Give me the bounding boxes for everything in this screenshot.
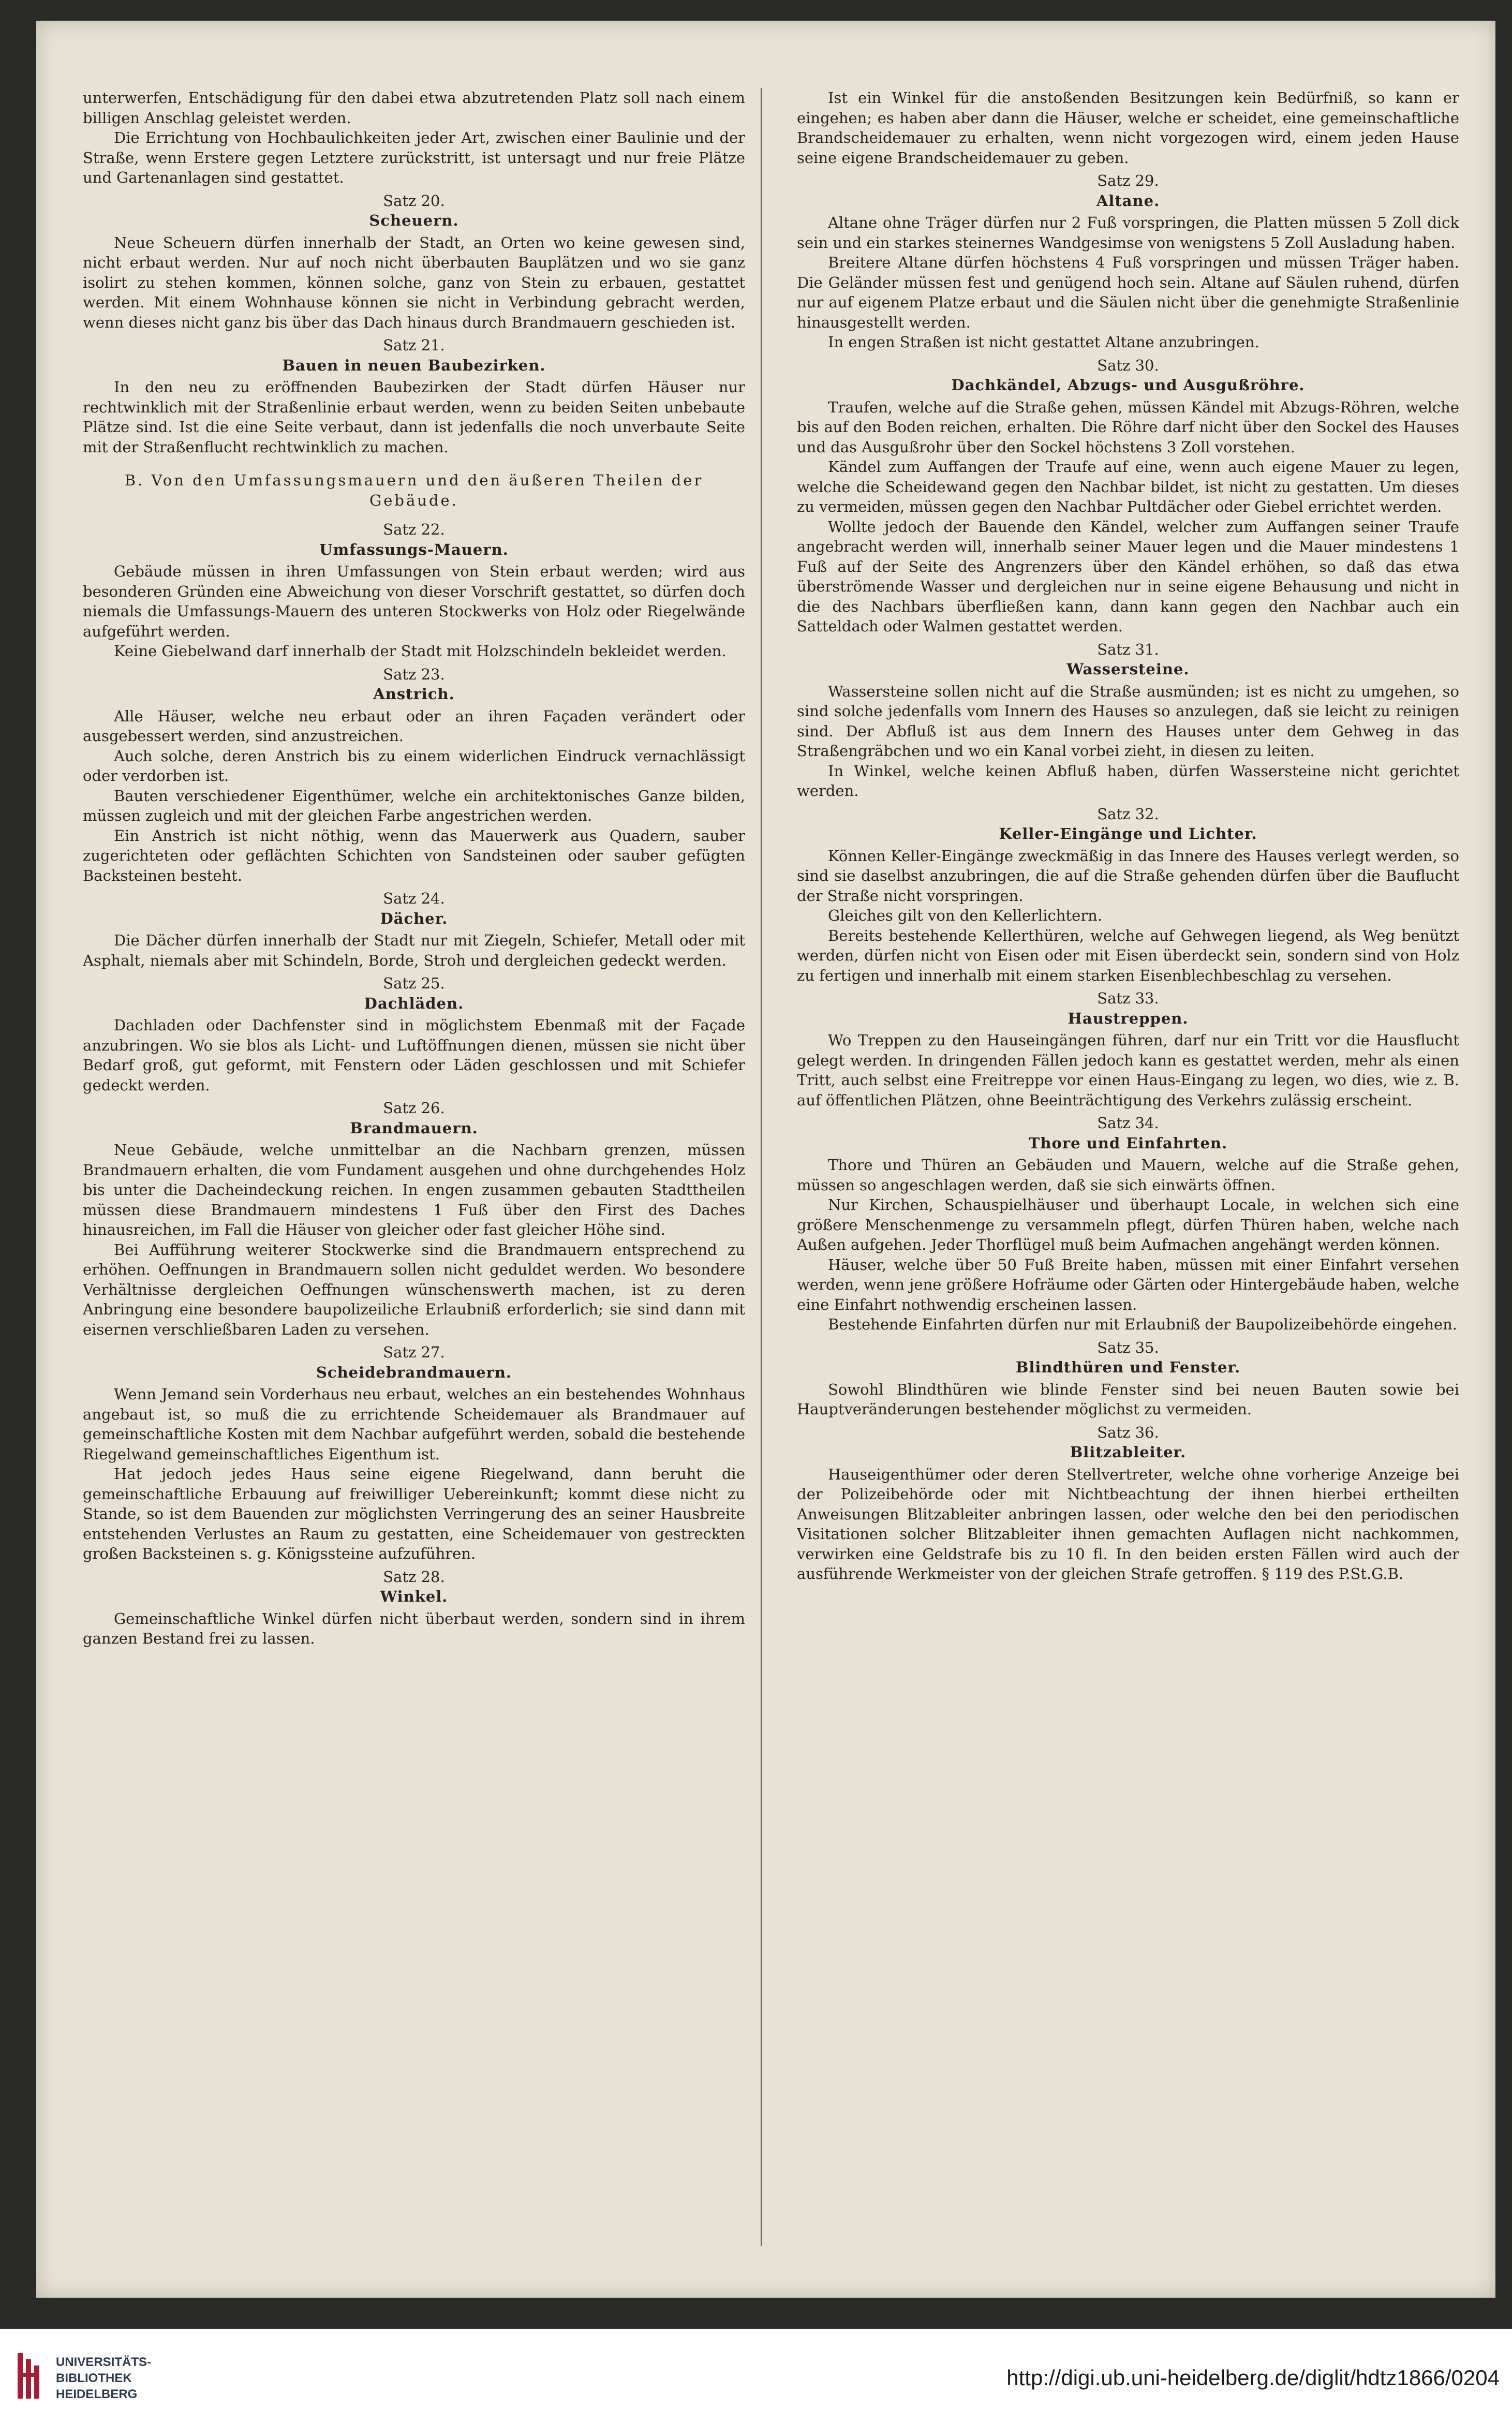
section-number: Satz 34.: [1097, 1114, 1159, 1132]
section-title: Anstrich.: [373, 685, 455, 703]
paragraph: Gemeinschaftliche Winkel dürfen nicht überbaut werden, sondern sind in ihrem ganzen Bestand frei zu lassen.: [83, 1609, 745, 1647]
right-column: [797, 88, 1459, 2246]
paragraph: In engen Straßen ist nicht gestattet Altane anzubringen.: [828, 333, 1259, 351]
paragraph: Breitere Altane dürfen höchstens 4 Fuß vorspringen und müssen Träger haben. Die Geländer müssen fest und genügend hoch sein. Altane auf Säulen ruhend, dürfen nur auf eigenem Platze erbaut und die Säulen nicht über die genehmigte Straßenlinie hinausgestellt werden.: [797, 254, 1459, 331]
section-number: Satz 23.: [383, 665, 445, 683]
paragraph: Wo Treppen zu den Hauseingängen führen, darf nur ein Tritt vor die Hausflucht gelegt werden. In dringenden Fällen jedoch kann es gestattet werden, mehr als einen Tritt, auch selbst eine Freitreppe vor einen Haus-Eingang zu legen, wo dies, wie z. B. auf öffentlichen Plätzen, ohne Beeinträchtigung des Verkehrs zulässig erscheint.: [797, 1031, 1459, 1109]
paragraph: Können Keller-Eingänge zweckmäßig in das Innere des Hauses verlegt werden, so sind sie daselbst anzubringen, die auf die Straße gehenden dürfen über die Bauflucht der Straße nicht vorspringen.: [797, 847, 1459, 905]
paragraph: Auch solche, deren Anstrich bis zu einem widerlichen Eindruck vernachlässigt oder verdorben ist.: [83, 747, 745, 785]
paragraph: Nur Kirchen, Schauspielhäuser und überhaupt Locale, in welchen sich eine größere Menschenmenge zu versammeln pflegt, dürfen Thüren haben, welche nach Außen aufgehen. Jeder Thorflügel muß beim Aufmachen angehängt werden können.: [797, 1196, 1459, 1253]
section-number: Satz 32.: [1097, 805, 1159, 823]
paragraph: Wassersteine sollen nicht auf die Straße ausmünden; ist es nicht zu umgehen, so sind solche jedenfalls vom Innern des Hauses so anzulegen, daß sie leicht zu reinigen sind. Der Abfluß ist aus dem Innern des Hauses unter dem Gehweg in das Straßengräbchen und wo ein Kanal vorbei zieht, in diesen zu leiten.: [797, 682, 1459, 760]
newspaper-page: [36, 21, 1495, 2298]
paragraph: Bei Aufführung weiterer Stockwerke sind die Brandmauern entsprechend zu erhöhen. Oeffnungen in Brandmauern sollen nicht geduldet werden. Wo besondere Verhältnisse dergleichen Oeffnungen wünschenswerth machen, ist zu deren Anbringung eine besondere baupolizeiliche Erlaubniß erforderlich; sie sind dann mit eisernen verschließbaren Laden zu versehen.: [83, 1240, 745, 1338]
library-logo-icon: [16, 2350, 47, 2402]
left-column: [83, 88, 745, 2246]
section-number: Satz 35.: [1097, 1338, 1159, 1356]
paragraph: Neue Gebäude, welche unmittelbar an die Nachbarn grenzen, müssen Brandmauern erhalten, die vom Fundament ausgehen und ohne durchgehendes Holz bis unter die Dacheindeckung reichen. In engen zusammen gebauten Stadttheilen müssen diese Brandmauern mindestens 1 Fuß über den First des Daches hinausreichen, im Fall die Häuser von gleicher oder fast gleicher Höhe sind.: [83, 1141, 745, 1238]
section-number: Satz 31.: [1097, 640, 1159, 658]
paragraph: Wenn Jemand sein Vorderhaus neu erbaut, welches an ein bestehendes Wohnhaus angebaut ist, so muß die zu errichtende Scheidemauer als Brandmauer auf gemeinschaftliche Kosten mit dem Nachbar aufgeführt werden, sobald die bestehende Riegelwand gemeinschaftliches Eigenthum ist.: [83, 1385, 745, 1463]
column-divider: [761, 88, 762, 2246]
section-number: Satz 24.: [383, 890, 445, 907]
paragraph: Bereits bestehende Kellerthüren, welche auf Gehwegen liegend, als Weg benützt werden, dürfen nicht von Eisen oder mit Eisen überdeckt sein, sondern sind von Holz zu fertigen und innerhalb mit einem starken Eisenblechbeschlag zu versehen.: [797, 926, 1459, 984]
paragraph: Traufen, welche auf die Straße gehen, müssen Kändel mit Abzugs-Röhren, welche bis auf den Boden reichen, erhalten. Die Röhre darf nicht über den Sockel des Hauses und das Ausgußrohr über den Sockel höchstens 3 Zoll vorstehen.: [797, 398, 1459, 456]
section-title: Dächer.: [380, 909, 448, 927]
section-number: Satz 26.: [383, 1099, 445, 1117]
section-number: Satz 27.: [383, 1343, 445, 1361]
paragraph: Gleiches gilt von den Kellerlichtern.: [828, 907, 1103, 924]
paragraph: Hat jedoch jedes Haus seine eigene Riegelwand, dann beruht die gemeinschaftliche Erbauung auf freiwilliger Uebereinkunft; kommt diese nicht zu Stande, so ist dem Bauenden zur möglichsten Verringerung des an seiner Hausbreite entstehenden Verlustes an Raum zu gestatten, eine Scheidemauer von gestreckten großen Backsteinen s. g. Königssteine aufzuführen.: [83, 1465, 745, 1562]
library-name: UNIVERSITÄTS- BIBLIOTHEK HEIDELBERG: [56, 2355, 152, 2401]
section-number: Satz 21.: [383, 336, 445, 354]
paragraph: Ein Anstrich ist nicht nöthig, wenn das Mauerwerk aus Quadern, sauber zugerichteten oder geflächten Schichten von Sandsteinen oder sauber gefügten Backsteinen besteht.: [83, 826, 745, 884]
permalink-url[interactable]: http://digi.ub.uni-heidelberg.de/diglit/hdtz1866/0204: [1006, 2365, 1500, 2390]
paragraph: Keine Giebelwand darf innerhalb der Stadt mit Holzschindeln bekleidet werden.: [114, 642, 727, 660]
section-title: Dachläden.: [364, 994, 464, 1012]
paragraph: Sowohl Blindthüren wie blinde Fenster sind bei neuen Bauten sowie bei Hauptveränderungen bestehender möglichst zu vermeiden.: [797, 1380, 1459, 1418]
section-title: Keller-Eingänge und Lichter.: [999, 825, 1257, 842]
section-number: Satz 20.: [383, 191, 445, 210]
section-title: Blitzableiter.: [1070, 1443, 1187, 1461]
paragraph: unterwerfen, Entschädigung für den dabei etwa abzutretenden Platz soll nach einem billigen Anschlag geleistet werden.: [83, 89, 745, 127]
section-title: Thore und Einfahrten.: [1028, 1134, 1228, 1152]
paragraph: Altane ohne Träger dürfen nur 2 Fuß vorspringen, die Platten müssen 5 Zoll dick sein und ein starkes steinernes Wandgesimse von wenigstens 5 Zoll Ausladung haben.: [797, 214, 1459, 252]
section-title: Haustreppen.: [1068, 1009, 1189, 1027]
paragraph: Die Errichtung von Hochbaulichkeiten jeder Art, zwischen einer Baulinie und der Straße, wenn Erstere gegen Letztere zurückstritt, ist untersagt und nur freie Plätze und Gartenanlagen sind gestattet.: [83, 129, 745, 186]
paragraph: Dachladen oder Dachfenster sind in möglichstem Ebenmaß mit der Façade anzubringen. Wo sie blos als Licht- und Luftöffnungen dienen, müssen sie nicht über Bedarf groß, gut geformt, mit Fenstern oder Läden geschlossen und mit Schiefer gedeckt werden.: [83, 1016, 745, 1094]
paragraph: Kändel zum Auffangen der Traufe auf eine, wenn auch eigene Mauer zu legen, welche die Scheidewand gegen den Nachbar bildet, ist nicht zu gestatten. Um dieses zu vermeiden, müssen gegen den Nachbar Pultdächer oder Giebel errichtet werden.: [797, 458, 1459, 515]
paragraph: Alle Häuser, welche neu erbaut oder an ihren Façaden verändert oder ausgebessert werden, sind anzustreichen.: [83, 707, 745, 745]
paragraph: Thore und Thüren an Gebäuden und Mauern, welche auf die Straße gehen, müssen so angeschlagen werden, daß sie sich einwärts öffnen.: [797, 1156, 1459, 1194]
section-title: Dachkändel, Abzugs- und Ausgußröhre.: [951, 376, 1305, 394]
section-number: Satz 28.: [383, 1568, 445, 1586]
paragraph: Bestehende Einfahrten dürfen nur mit Erlaubniß der Baupolizeibehörde eingehen.: [828, 1315, 1458, 1333]
section-number: Satz 33.: [1097, 989, 1159, 1007]
paragraph: Hauseigenthümer oder deren Stellvertreter, welche ohne vorherige Anzeige bei der Polizeibehörde oder mit Nichtbeachtung der ihnen hierbei ertheilten Anweisungen Blitzableiter anbringen lassen, oder welche den bei den periodischen Visitationen solcher Blitzableiter ihnen gemachten Auflagen nicht nachkommen, verwirken eine Geldstrafe bis zu 10 fl. In den beiden ersten Fällen wird auch der ausführende Werkmeister von der gleichen Strafe getroffen. § 119 des P.St.G.B.: [797, 1465, 1459, 1583]
section-title: Brandmauern.: [350, 1119, 478, 1137]
paragraph: Bauten verschiedener Eigenthümer, welche ein architektonisches Ganze bilden, müssen zugleich und mit der gleichen Farbe angestrichen werden.: [83, 787, 745, 824]
paragraph: Gebäude müssen in ihren Umfassungen von Stein erbaut werden; wird aus besonderen Gründen eine Abweichung von dieser Vorschrift gestattet, so dürfen doch niemals die Umfassungs-Mauern des unteren Stockwerks von Holz oder Riegelwände aufgeführt werden.: [83, 563, 745, 640]
viewer-footer: [0, 2329, 1512, 2425]
section-title: Scheidebrandmauern.: [316, 1363, 512, 1381]
section-number: Satz 25.: [383, 974, 445, 992]
paragraph: Neue Scheuern dürfen innerhalb der Stadt, an Orten wo keine gewesen sind, nicht erbaut werden. Nur auf noch nicht überbauten Bauplätzen und wo sie ganz isolirt zu stehen kommen, können solche, ganz von Stein zu erbauen, gestattet werden. Mit einem Wohnhause können sie nicht in Verbindung gebracht werden, wenn dieses nicht ganz bis über das Dach hinaus durch Brandmauern geschieden ist.: [83, 233, 745, 331]
section-title: Altane.: [1096, 191, 1160, 210]
section-number: Satz 36.: [1097, 1423, 1159, 1441]
paragraph: Häuser, welche über 50 Fuß Breite haben, müssen mit einer Einfahrt versehen werden, wenn jene größere Hofräume oder Gärten oder Hintergebäude haben, welche eine Einfahrt nothwendig erscheinen lassen.: [797, 1255, 1459, 1313]
section-number: Satz 22.: [383, 521, 445, 538]
section-title: Winkel.: [380, 1588, 448, 1605]
library-logo[interactable]: [16, 2350, 212, 2407]
paragraph: Wollte jedoch der Bauende den Kändel, welcher zum Auffangen seiner Traufe angebracht werden will, innerhalb seiner Mauer legen und die Mauer mindestens 1 Fuß auf der Seite des Angrenzers über den Kändel erhöhen, so daß das etwa überströmende Wasser und dergleichen nur in seine eigene Behausung und nicht in die des Nachbars überfließen kann, dann kann gegen den Nachbar auch ein Satteldach oder Walmen gestattet werden.: [797, 517, 1459, 635]
part-heading: B. Von den Umfassungsmauern und den äußeren Theilen der Gebäude.: [124, 471, 704, 509]
paragraph: Die Dächer dürfen innerhalb der Stadt nur mit Ziegeln, Schiefer, Metall oder mit Asphalt, niemals aber mit Schindeln, Borde, Stroh und dergleichen gedeckt werden.: [83, 931, 745, 969]
paragraph: In den neu zu eröffnenden Baubezirken der Stadt dürfen Häuser nur rechtwinklich mit der Straßenlinie erbaut werden, wenn zu beiden Seiten unbebaute Plätze sind. Ist die eine Seite verbaut, dann ist jedenfalls die noch unverbaute Seite mit der Straßenflucht rechtwinklich zu machen.: [83, 378, 745, 456]
paragraph: Ist ein Winkel für die anstoßenden Besitzungen kein Bedürfniß, so kann er eingehen; es haben aber dann die Häuser, welche er scheidet, eine gemeinschaftliche Brandscheidemauer zu erhalten, wenn nicht vorgezogen wird, einem jeden Hause seine eigene Brandscheidemauer zu geben.: [797, 89, 1459, 167]
section-title: Bauen in neuen Baubezirken.: [282, 356, 546, 374]
section-title: Blindthüren und Fenster.: [1015, 1358, 1241, 1376]
paragraph: In Winkel, welche keinen Abfluß haben, dürfen Wassersteine nicht gerichtet werden.: [797, 762, 1459, 800]
section-number: Satz 29.: [1097, 172, 1159, 189]
section-title: Wassersteine.: [1066, 660, 1190, 678]
section-title: Umfassungs-Mauern.: [319, 540, 509, 558]
section-title: Scheuern.: [369, 212, 459, 229]
section-number: Satz 30.: [1097, 356, 1159, 374]
